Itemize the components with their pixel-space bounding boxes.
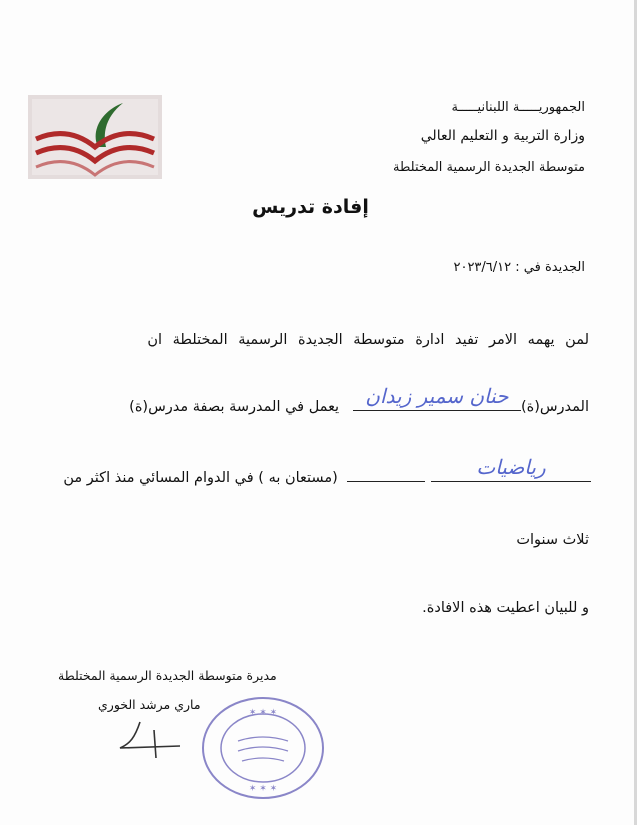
school-logo-icon xyxy=(28,95,162,179)
letterhead-school: متوسطة الجديدة الرسمية المختلطة xyxy=(393,160,585,175)
subject-handwritten: رياضيات xyxy=(476,455,546,479)
body-line-4: ثلاث سنوات xyxy=(516,532,589,548)
teacher-name-handwritten: حنان سمير زيدان xyxy=(365,384,509,408)
issue-date: الجديدة في : ٢٠٢٣/٦/١٢ xyxy=(453,260,585,275)
document-title-text: إفادة تدريس xyxy=(252,196,369,218)
document-title xyxy=(0,196,637,218)
subject-blank-extension xyxy=(347,467,425,482)
body-line-3 xyxy=(63,455,591,486)
body-line-5: و للبيان اعطيت هذه الافادة. xyxy=(422,600,589,616)
letterhead-ministry: وزارة التربية و التعليم العالي xyxy=(420,128,585,144)
employment-text: يعمل في المدرسة بصفة مدرس(ة) xyxy=(129,399,340,415)
director-name: ماري مرشد الخوري xyxy=(98,697,201,712)
teacher-label: المدرس(ة) xyxy=(520,399,589,415)
subject-blank xyxy=(431,455,591,482)
body-line-1: لمن يهمه الامر تفيد ادارة متوسطة الجديدة الرسمية المختلطة ان xyxy=(147,332,589,348)
signature-mark-icon xyxy=(110,712,200,762)
svg-text:✶ ✶ ✶: ✶ ✶ ✶ xyxy=(248,784,278,794)
letterhead-republic: الجمهوريـــــة اللبنانيـــــة xyxy=(451,100,585,115)
teacher-name-blank xyxy=(353,384,521,411)
shift-text: (مستعان به ) في الدوام المسائي منذ اكثر من xyxy=(63,470,338,486)
svg-text:✶ ✶ ✶: ✶ ✶ ✶ xyxy=(248,708,278,718)
official-stamp-icon xyxy=(198,693,328,803)
body-line-2 xyxy=(129,384,589,415)
director-title: مديرة متوسطة الجديدة الرسمية المختلطة xyxy=(58,668,277,683)
